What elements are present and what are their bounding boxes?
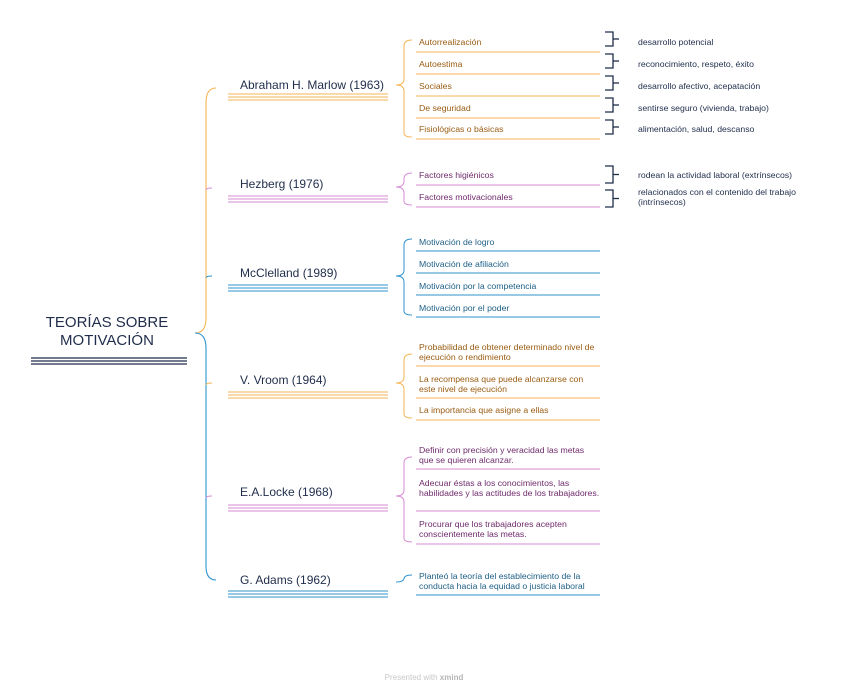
leaf-topic[interactable]: Motivación por la competencia [419,281,537,291]
leaf-bracket [396,239,412,276]
leaf-topic[interactable]: Autoestima [419,59,463,69]
leaf-topic[interactable]: Planteó la teoría del establecimiento de la conducta hacia la equidad o justicia laboral [419,571,585,591]
root-title-line2: MOTIVACIÓN [60,332,154,349]
detail-topic[interactable]: alimentación, salud, descanso [638,124,755,134]
footer-prefix: Presented with [384,673,438,682]
footer-brand: xmind [439,673,464,682]
leaf-bracket [396,575,412,582]
branch-topic[interactable]: Hezberg (1976) [240,177,324,191]
leaf-topic[interactable]: Factores motivacionales [419,192,513,202]
leaf-bracket [396,457,412,496]
root-connector-upper [195,88,216,333]
branch-topic[interactable]: E.A.Locke (1968) [240,485,333,499]
leaf-topic[interactable]: Fisiológicas o básicas [419,124,504,134]
leaf-topic[interactable]: Factores higiénicos [419,170,494,180]
leaf-topic[interactable]: La importancia que asigne a ellas [419,405,549,415]
leaf-topic[interactable]: La recompensa que puede alcanzarse con este nivel de ejecución [419,374,584,394]
leaf-bracket [396,40,412,85]
leaf-topic[interactable]: Probabilidad de obtener determinado nivel de ejecución o rendimiento [419,342,595,362]
leaf-topic[interactable]: Motivación de logro [419,237,495,247]
branch-topic[interactable]: McClelland (1989) [240,266,338,280]
root-connector-lower [195,333,216,580]
leaf-topic[interactable]: Adecuar éstas a los conocimientos, las habilidades y las actitudes de los trabajadores. [419,478,600,498]
leaf-topic[interactable]: De seguridad [419,103,471,113]
detail-topic[interactable]: relacionados con el contenido del trabajo (intrínsecos) [638,187,796,207]
detail-bracket [605,76,613,90]
detail-topic[interactable]: rodean la actividad laboral (extrínsecos) [638,170,793,180]
leaf-bracket [396,354,412,383]
branch-topic[interactable]: Abraham H. Marlow (1963) [240,78,385,92]
detail-bracket [605,54,613,68]
leaf-topic[interactable]: Procurar que los trabajadores acepten conscientemente las metas. [419,519,567,539]
leaf-topic[interactable]: Motivación de afiliación [419,259,509,269]
detail-topic[interactable]: desarrollo potencial [638,37,714,47]
leaf-topic[interactable]: Definir con precisión y veracidad las metas que se quieren alcanzar. [419,445,585,465]
detail-bracket [605,120,613,134]
root-stub [206,188,212,190]
leaf-bracket [396,187,412,205]
leaf-topic[interactable]: Autorrealización [419,37,482,47]
detail-topic[interactable]: reconocimiento, respeto, éxito [638,59,754,69]
leaf-bracket [396,496,412,542]
leaf-bracket [396,85,412,137]
detail-bracket [605,32,613,46]
root-stub [206,496,212,498]
leaf-topic[interactable]: Sociales [419,81,452,91]
detail-bracket [605,190,613,207]
detail-topic[interactable]: sentirse seguro (vivienda, trabajo) [638,103,769,113]
root-stub [206,383,212,385]
branch-topic[interactable]: G. Adams (1962) [240,573,331,587]
root-title-line1: TEORÍAS SOBRE [45,314,169,331]
leaf-bracket [396,383,412,418]
detail-bracket [605,166,613,183]
leaf-bracket [396,276,412,315]
leaf-topic[interactable]: Motivación por el poder [419,303,510,313]
detail-bracket [605,98,613,112]
leaf-bracket [396,173,412,187]
detail-topic[interactable]: desarrollo afectivo, acepatación [638,81,761,91]
branch-topic[interactable]: V. Vroom (1964) [240,373,327,387]
footer-credit [0,673,848,682]
root-stub [206,276,212,278]
root-topic[interactable] [7,314,207,350]
